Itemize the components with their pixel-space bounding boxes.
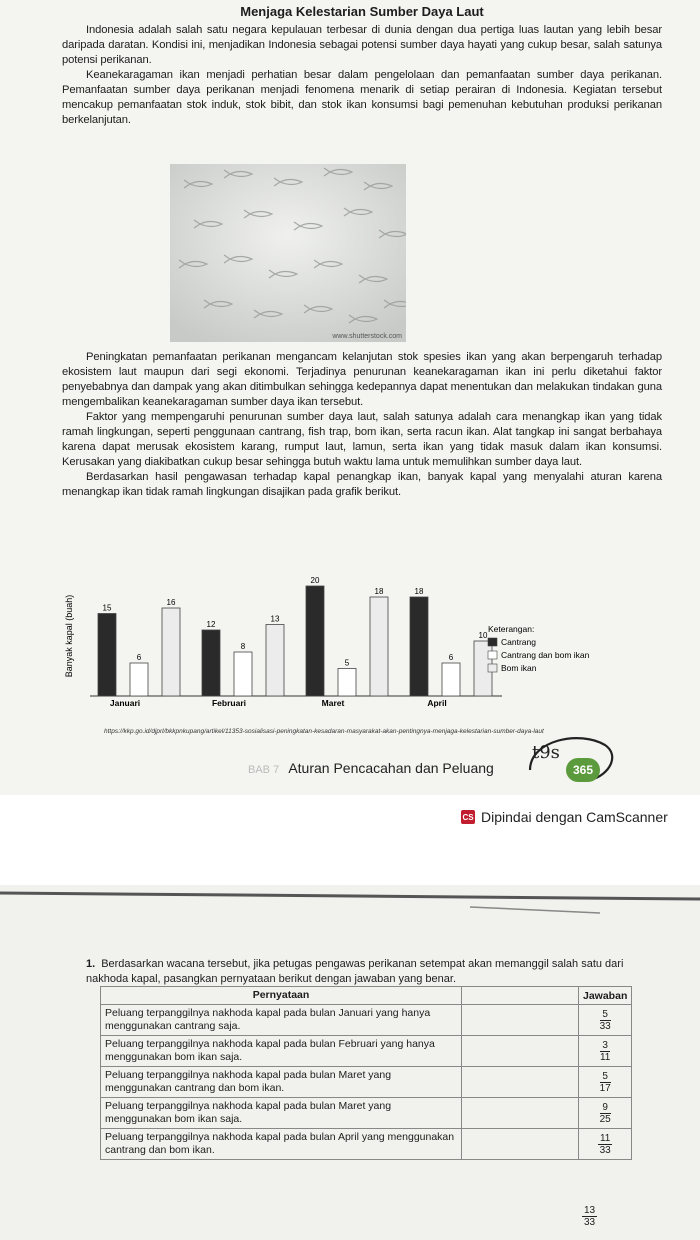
bar-maret-1 (338, 669, 356, 697)
header-statement: Pernyataan (101, 987, 462, 1005)
page-footer (248, 760, 494, 776)
bar-maret-2 (370, 597, 388, 696)
paragraph-3: Peningkatan pemanfaatan perikanan mengancam kelanjutan stok spesies ikan yang akan berpengaruh terhadap ekosistem laut maupun dari segi ekonomi. Terjadinya penurunan keanekaragaman ikan ini perlu diketahui faktor penyebabnya dan dampak yang akan ditimbulkan sehingga kedepannya dapat menentukan dan melakukan tindakan guna mengembalikan keanekaragaman sumber daya ikan tersebut. (62, 351, 662, 408)
fraction-denominator: 25 (599, 1113, 611, 1125)
legend-title: Keterangan: (488, 624, 535, 634)
bar-april-1 (442, 663, 460, 696)
fraction-denominator: 33 (584, 1217, 596, 1228)
fraction-denominator: 11 (599, 1051, 611, 1063)
page-number: 365 (566, 758, 600, 782)
bar-april-0 (410, 597, 428, 696)
handwritten-text: t9s (532, 742, 560, 763)
fraction-numerator: 5 (600, 1009, 611, 1021)
answer-fraction (600, 1102, 611, 1125)
bar-februari-1 (234, 652, 252, 696)
fraction-numerator: 13 (584, 1205, 596, 1216)
question-1 (86, 957, 646, 987)
answer-cell (579, 1067, 632, 1098)
answer-cell (579, 1005, 632, 1036)
bar-value-label: 16 (166, 598, 176, 607)
bar-value-label: 12 (206, 620, 216, 629)
bar-value-label: 18 (414, 587, 424, 596)
answer-line-cell[interactable] (462, 1129, 579, 1160)
fish-school-illustration (170, 164, 406, 342)
matching-table (100, 986, 632, 1160)
bar-chart (62, 574, 622, 714)
answer-cell (579, 1098, 632, 1129)
answer-line-cell[interactable] (462, 1098, 579, 1129)
bar-chart-svg (62, 574, 622, 714)
fraction-numerator: 5 (600, 1071, 611, 1083)
question-number: 1. (86, 958, 96, 970)
statement-cell: Peluang terpanggilnya nakhoda kapal pada bulan Maret yang menggunakan bom ikan saja. (101, 1098, 462, 1129)
category-label: April (427, 698, 447, 708)
extra-answer-fraction (582, 1205, 597, 1228)
answer-fraction (598, 1133, 612, 1156)
bar-januari-1 (130, 663, 148, 696)
article-title: Menjaga Kelestarian Sumber Daya Laut (240, 4, 484, 19)
source-url: https://kkp.go.id/djprl/bkkpnkupang/artikel/11353-sosialisasi-peningkatan-kesadaran-masyarakat-akan-pentingnya-menjaga-kelestarian-sumber-daya-laut (104, 728, 544, 735)
fish-school-photo (170, 164, 406, 342)
paragraph-5: Berdasarkan hasil pengawasan terhadap kapal penangkap ikan, banyak kapal yang menyalahi aturan karena menangkap ikan tidak ramah lingkungan disajikan pada grafik berikut. (62, 471, 662, 498)
question-text: Berdasarkan wacana tersebut, jika petugas pengawas perikanan setempat akan memanggil salah satu dari nakhoda kapal, pasangkan pernyataan berikut dengan jawaban yang benar. (86, 958, 624, 985)
chapter-title: Aturan Pencacahan dan Peluang (288, 760, 494, 776)
bar-maret-0 (306, 586, 324, 696)
table-row (101, 1067, 632, 1098)
statement-cell: Peluang terpanggilnya nakhoda kapal pada bulan Maret yang menggunakan cantrang dan bom ikan. (101, 1067, 462, 1098)
bar-value-label: 10 (478, 631, 488, 640)
paragraph-1: Indonesia adalah salah satu negara kepulauan terbesar di dunia dengan dua pertiga luas lautan yang lebih besar daripada daratan. Kondisi ini, menjadikan Indonesia sebagai potensi sumber daya hayati yang cukup besar, salah satunya potensi perikanan. (62, 24, 662, 66)
answer-cell (579, 1036, 632, 1067)
table-row (101, 1005, 632, 1036)
bar-januari-0 (98, 614, 116, 697)
header-answer: Jawaban (579, 987, 632, 1005)
camscanner-label: Dipindai dengan CamScanner (481, 809, 668, 825)
legend-swatch (488, 651, 497, 659)
y-axis-label: Banyak kapal (buah) (64, 594, 74, 678)
handwritten-scribble (510, 720, 620, 790)
legend-swatch (488, 638, 497, 646)
fraction-numerator: 3 (600, 1040, 610, 1052)
answer-fraction (600, 1040, 610, 1063)
category-label: Februari (211, 698, 247, 708)
answer-fraction (600, 1071, 611, 1094)
legend-item: Bom ikan (501, 663, 537, 673)
bar-value-label: 5 (344, 658, 350, 668)
image-credit: www.shutterstock.com (332, 333, 402, 340)
category-label: Januari (109, 698, 141, 708)
bar-value-label: 6 (136, 653, 142, 662)
statement-cell: Peluang terpanggilnya nakhoda kapal pada bulan Januari yang hanya menggunakan cantrang saja. (101, 1005, 462, 1036)
bar-value-label: 8 (240, 642, 246, 651)
fraction-denominator: 33 (599, 1144, 611, 1156)
page-edge-shadow (0, 885, 700, 965)
paragraph-2: Keanekaragaman ikan menjadi perhatian besar dalam pengelolaan dan pemanfaatan sumber daya perikanan. Pemanfaatan sumber daya perikanan menjadi fenomena menarik di setiap perairan di Indonesia. Kegiatan tersebut mencakup pemanfaatan stok induk, stok bibit, dan stok ikan konsumsi bagi pemenuhan kebutuhan produksi perikanan berkelanjutan. (62, 69, 662, 126)
bar-value-label: 6 (448, 653, 454, 662)
bar-februari-2 (266, 625, 284, 697)
legend-item: Cantrang (501, 637, 536, 647)
article-continued (62, 350, 662, 500)
statement-cell: Peluang terpanggilnya nakhoda kapal pada bulan Februari yang hanya menggunakan bom ikan saja. (101, 1036, 462, 1067)
answer-line-cell[interactable] (462, 1067, 579, 1098)
table-row (101, 1129, 632, 1160)
fraction-denominator: 33 (599, 1020, 611, 1032)
bar-value-label: 15 (102, 603, 112, 613)
fraction-numerator: 11 (599, 1132, 611, 1144)
bar-value-label: 20 (310, 576, 320, 585)
fraction-numerator: 9 (600, 1102, 611, 1114)
table-row (101, 1098, 632, 1129)
answer-cell (579, 1129, 632, 1160)
category-label: Maret (321, 698, 345, 708)
paragraph-4: Faktor yang mempengaruhi penurunan sumber daya laut, salah satunya adalah cara menangkap ikan yang tidak ramah lingkungan, seperti penggunaan cantrang, fish trap, bom ikan, serta racun ikan. Alat tangkap ini sangat berbahaya karena dapat merusak ekosistem karang, rumput laut, lamun, serta ikan yang tidak masuk dalam ikan konsumsi. Kerusakan yang diakibatkan cukup besar sehingga butuh waktu lama untuk memulihkan sumber daya laut. (62, 411, 662, 468)
answer-line-cell[interactable] (462, 1036, 579, 1067)
legend-swatch (488, 664, 497, 672)
answer-line-cell[interactable] (462, 1005, 579, 1036)
bar-februari-0 (202, 630, 220, 696)
camscanner-watermark (461, 809, 668, 825)
camscanner-icon: CS (461, 810, 475, 824)
statement-cell: Peluang terpanggilnya nakhoda kapal pada bulan April yang menggunakan cantrang dan bom ikan. (101, 1129, 462, 1160)
table-row (101, 1036, 632, 1067)
article (62, 4, 662, 128)
answer-fraction (600, 1009, 611, 1032)
fraction-denominator: 17 (599, 1082, 611, 1094)
legend-item: Cantrang dan bom ikan (501, 650, 590, 660)
bar-value-label: 13 (270, 614, 280, 624)
bar-januari-2 (162, 608, 180, 696)
bar-value-label: 18 (374, 587, 384, 596)
chapter-label: BAB 7 (248, 764, 280, 776)
header-blank (462, 987, 579, 1005)
